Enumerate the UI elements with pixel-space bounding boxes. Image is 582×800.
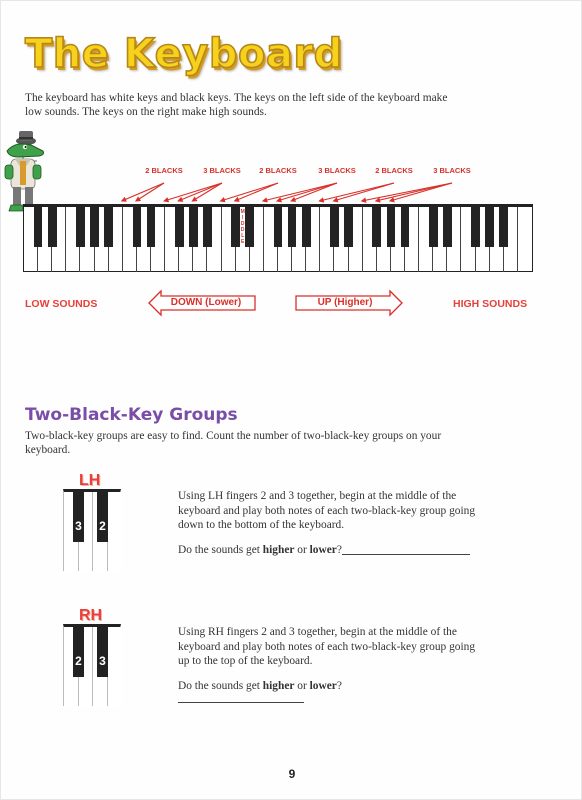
piano-keyboard xyxy=(23,204,533,272)
black-key xyxy=(443,207,452,247)
black-key xyxy=(387,207,396,247)
group-arrow xyxy=(263,183,337,201)
high-sounds-label: HIGH SOUNDS xyxy=(453,298,528,310)
black-key xyxy=(471,207,480,247)
group-arrow xyxy=(164,183,222,201)
group-label: 3 BLACKS xyxy=(318,166,356,175)
rh-answer-blank xyxy=(178,702,304,703)
group-arrow xyxy=(376,183,452,201)
lh-instruction: Using LH fingers 2 and 3 together, begin at the middle of the keyboard and play both notes of each two-black-key group going down to the bottom of the keyboard. xyxy=(178,490,476,531)
group-label: 2 BLACKS xyxy=(375,166,413,175)
black-key xyxy=(76,207,85,247)
group-arrow xyxy=(277,183,337,201)
rh-black-key-finger: 2 xyxy=(73,627,84,677)
lh-question: Do the sounds get higher or lower? xyxy=(178,544,470,556)
black-key xyxy=(372,207,381,247)
lh-answer-blank xyxy=(342,554,470,555)
group-arrow xyxy=(390,183,452,201)
rh-question: Do the sounds get higher or lower? xyxy=(178,680,342,692)
group-arrow xyxy=(235,183,278,201)
group-label: 3 BLACKS xyxy=(203,166,241,175)
black-key xyxy=(288,207,297,247)
group-label: 2 BLACKS xyxy=(259,166,297,175)
middle-c-label: M I D D L E xyxy=(240,209,245,245)
black-key xyxy=(330,207,339,247)
black-key xyxy=(499,207,508,247)
group-arrow xyxy=(192,183,222,201)
section-title: Two-Black-Key Groups xyxy=(25,405,238,425)
black-key xyxy=(189,207,198,247)
lh-label: LH xyxy=(79,472,101,489)
black-key xyxy=(231,207,240,247)
low-sounds-label: LOW SOUNDS xyxy=(25,298,98,310)
black-key xyxy=(175,207,184,247)
black-key xyxy=(429,207,438,247)
black-key xyxy=(90,207,99,247)
black-key xyxy=(104,207,113,247)
black-key xyxy=(34,207,43,247)
rh-instruction: Using RH fingers 2 and 3 together, begin at the middle of the keyboard and play both notes of each two-black-key group going up to the top of the keyboard. xyxy=(178,626,476,667)
group-arrow xyxy=(221,183,278,201)
page-number: 9 xyxy=(288,767,296,781)
black-key xyxy=(401,207,410,247)
up-higher-label: UP (Higher) xyxy=(317,297,373,308)
black-key xyxy=(203,207,212,247)
black-key xyxy=(133,207,142,247)
rh-label: RH xyxy=(79,607,103,624)
down-arrow xyxy=(147,289,257,317)
black-key xyxy=(274,207,283,247)
rh-mini-keyboard xyxy=(63,624,121,706)
lh-black-key-finger: 3 xyxy=(73,492,84,542)
white-key xyxy=(518,207,532,272)
black-key xyxy=(344,207,353,247)
black-key xyxy=(245,207,254,247)
white-key xyxy=(108,492,123,571)
group-arrow xyxy=(178,183,222,201)
black-key xyxy=(302,207,311,247)
group-arrow xyxy=(122,183,164,201)
group-label: 2 BLACKS xyxy=(145,166,183,175)
lh-mini-keyboard xyxy=(63,489,121,571)
intro-text: The keyboard has white keys and black keys. The keys on the left side of the keyboard make low sounds. The keys on the right make high sounds. xyxy=(25,92,448,118)
group-arrow xyxy=(136,183,164,201)
black-key xyxy=(48,207,57,247)
white-key xyxy=(108,627,123,706)
down-lower-label: DOWN (Lower) xyxy=(170,297,242,308)
up-arrow xyxy=(294,289,404,317)
group-label: 3 BLACKS xyxy=(433,166,471,175)
direction-row xyxy=(1,289,582,319)
black-key xyxy=(147,207,156,247)
lh-black-key-finger: 2 xyxy=(97,492,108,542)
group-pointer-arrows xyxy=(1,177,582,205)
black-key xyxy=(485,207,494,247)
page-title: The Keyboard xyxy=(25,31,343,77)
rh-black-key-finger: 3 xyxy=(97,627,108,677)
section-intro: Two-black-key groups are easy to find. Count the number of two-black-key groups on your keyboard. xyxy=(25,430,442,456)
